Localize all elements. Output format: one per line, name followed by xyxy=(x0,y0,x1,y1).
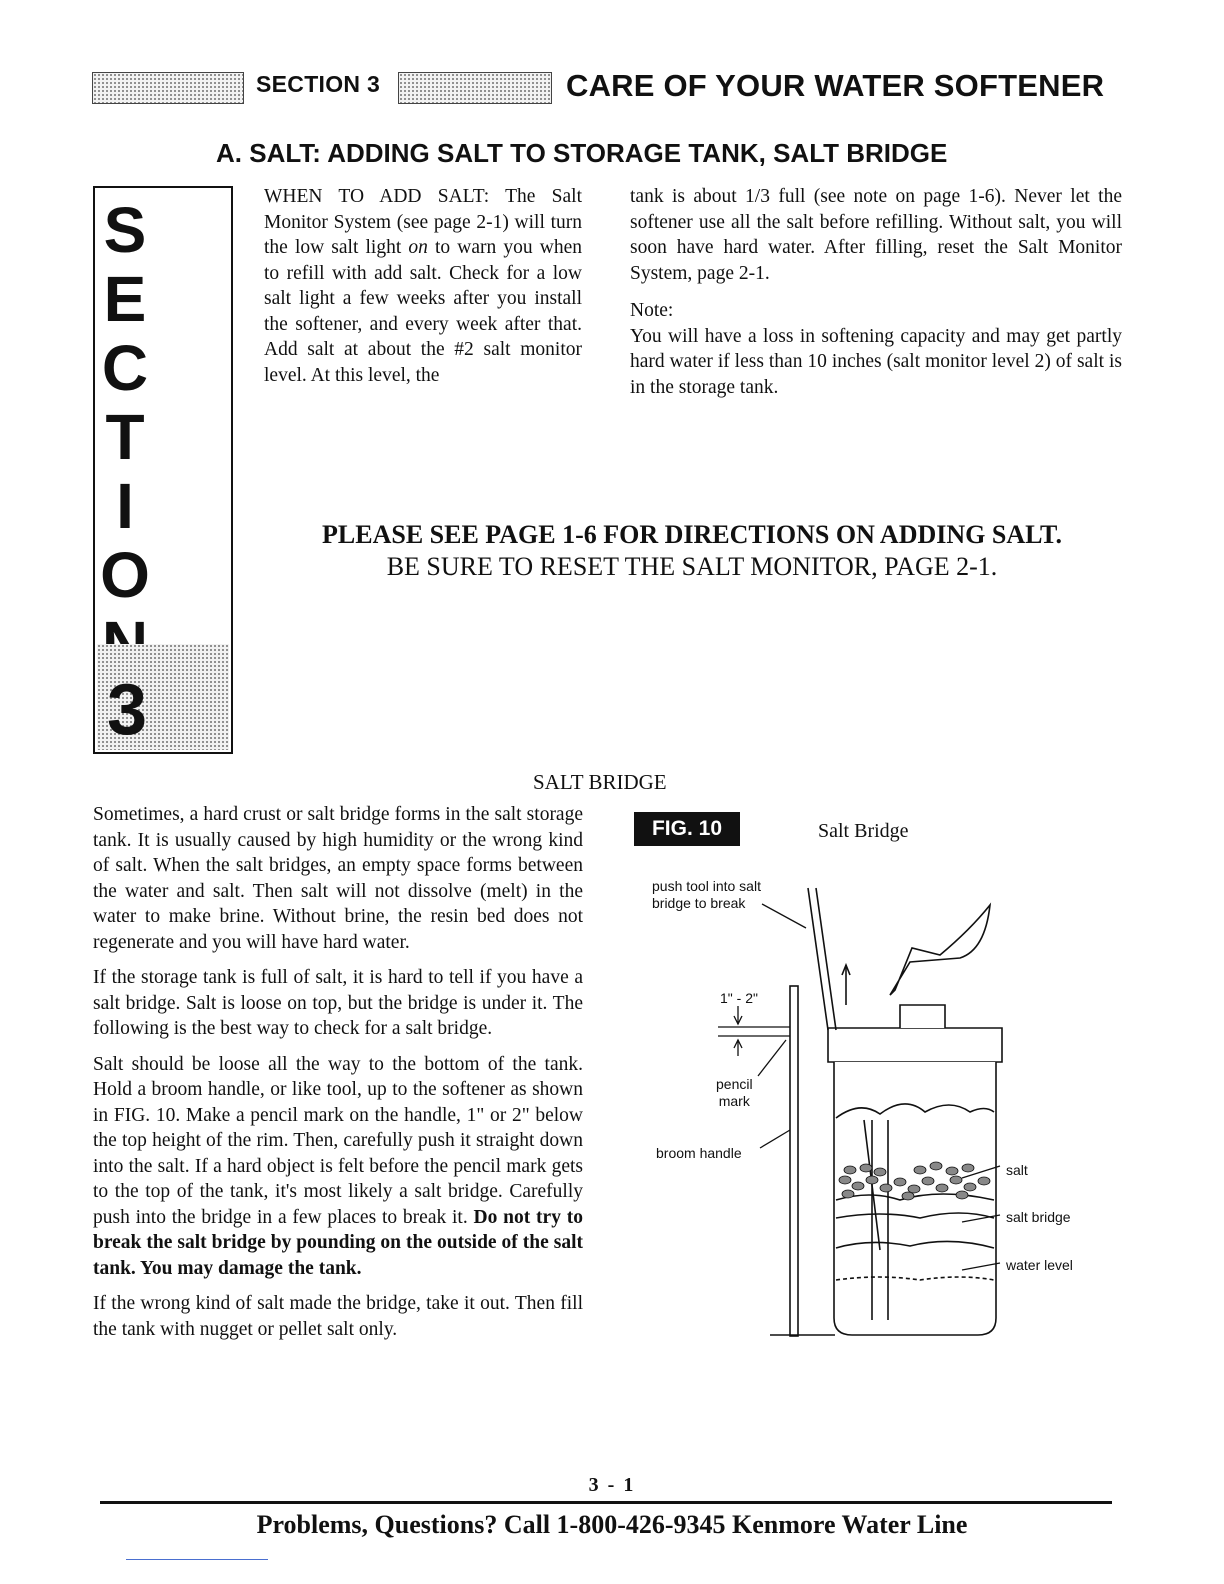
salt-bridge-heading: SALT BRIDGE xyxy=(533,770,667,794)
salt-bridge-illustration xyxy=(640,860,1040,1350)
salt-bridge-paragraph-4: If the wrong kind of salt made the bridge, take it out. Then fill the tank with nugget or pellet salt only. xyxy=(93,1293,583,1340)
label-push-tool xyxy=(652,878,761,912)
footer-underline xyxy=(126,1559,268,1560)
when-to-add-text-start: WHEN TO ADD SALT: The Salt Monitor System (see page 2-1) will turn the low salt light xyxy=(264,186,582,258)
subsection-heading: A. SALT: ADDING SALT TO STORAGE TANK, SALT BRIDGE xyxy=(216,138,948,168)
header-pattern-box-left xyxy=(92,72,244,104)
section-letter: E xyxy=(103,263,147,335)
label-salt: salt xyxy=(1006,1162,1028,1178)
label-pencil-line-2: mark xyxy=(718,1093,750,1109)
page-title: CARE OF YOUR WATER SOFTENER xyxy=(566,68,1105,103)
label-salt-bridge: salt bridge xyxy=(1006,1209,1071,1225)
notice-line-1: PLEASE SEE PAGE 1-6 FOR DIRECTIONS ON ADDING SALT. xyxy=(322,520,1062,549)
tank-body xyxy=(834,1062,996,1335)
when-to-add-italic: on xyxy=(408,237,428,258)
note-label: Note: xyxy=(630,300,674,321)
section-side-tab xyxy=(93,186,233,754)
when-to-add-column-1 xyxy=(264,184,582,388)
tank-rim xyxy=(828,1028,1002,1062)
label-water-level: water level xyxy=(1006,1257,1073,1273)
notice-line-2: BE SURE TO RESET THE SALT MONITOR, PAGE 2-1. xyxy=(386,552,998,581)
section-number: 3 xyxy=(107,670,148,750)
when-to-add-paragraph xyxy=(264,184,582,388)
section-vertical-letters xyxy=(95,196,155,679)
section-letter: I xyxy=(116,470,134,542)
salt-bridge-paragraph-3 xyxy=(93,1052,583,1282)
salt-bridge-paragraph-1: Sometimes, a hard crust or salt bridge forms in the salt storage tank. It is usually caused by high humidity or the wrong kind of salt. When the salt bridges, an empty space forms between the water and salt. Then salt will not dissolve (melt) in the water to make brine. Without brine, the resin bed does not regenerate and you will have hard water. xyxy=(93,804,583,953)
label-pencil-mark xyxy=(716,1076,753,1110)
footer-text: Problems, Questions? Call 1-800-426-9345 Kenmore Water Line xyxy=(256,1510,968,1539)
salt-bridge-paragraph-3-text: Salt should be loose all the way to the bottom of the tank. Hold a broom handle, or like tool, up to the softener as shown in FIG. 10. Make a pencil mark on the handle, 1" or 2" below the top height of the rim. Then, carefully push it straight down into the salt. If a hard object is felt before the pencil mark gets to the top of the tank, it's most likely a salt bridge. Carefully push into the bridge in a few places to break it. xyxy=(93,1053,583,1228)
figure-caption: Salt Bridge xyxy=(818,820,909,842)
section-letter: S xyxy=(103,194,147,266)
section-letter: C xyxy=(101,332,149,404)
section-letter: T xyxy=(105,401,145,473)
broom-handle-shape xyxy=(790,986,798,1336)
salt-bridge-text xyxy=(93,802,583,1352)
when-to-add-column-2 xyxy=(630,184,1122,400)
when-to-add-continued: tank is about 1/3 full (see note on page 1-6). Never let the softener use all the salt before refilling. Without salt, you will soon have hard water. After filling, reset the Salt Monitor System, page 2-1. xyxy=(630,186,1122,284)
tank-lid xyxy=(890,905,990,995)
note-text: You will have a loss in softening capacity and may get partly hard water if less than 10 inches (salt monitor level 2) of salt is in the storage tank. xyxy=(630,325,1122,398)
label-inches: 1" - 2" xyxy=(720,990,758,1006)
section-label: SECTION 3 xyxy=(256,71,381,97)
header-pattern-box-right xyxy=(398,72,552,104)
label-push-line-1: push tool into salt xyxy=(652,878,761,894)
page-number: 3 - 1 xyxy=(588,1474,636,1496)
label-pencil-line-1: pencil xyxy=(716,1076,753,1092)
salt-bridge-paragraph-2: If the storage tank is full of salt, it is hard to tell if you have a salt bridge. Salt is loose on top, but the bridge is under it. The following is the best way to check for a salt bridge. xyxy=(93,967,583,1039)
label-broom-handle: broom handle xyxy=(656,1145,742,1161)
figure-badge: FIG. 10 xyxy=(634,812,740,846)
footer-rule xyxy=(100,1501,1112,1504)
label-push-line-2: bridge to break xyxy=(652,895,746,911)
salt-bridge-warning: Do not try to break the salt bridge by pounding on the outside of the salt tank. You may damage the tank. xyxy=(93,1206,583,1279)
section-letter: O xyxy=(100,539,150,611)
when-to-add-text-end: to warn you when to refill with add salt. Check for a low salt light a few weeks after you install the softener, and every week after that. Add salt at about the #2 salt monitor level. At this level, the xyxy=(264,237,583,386)
